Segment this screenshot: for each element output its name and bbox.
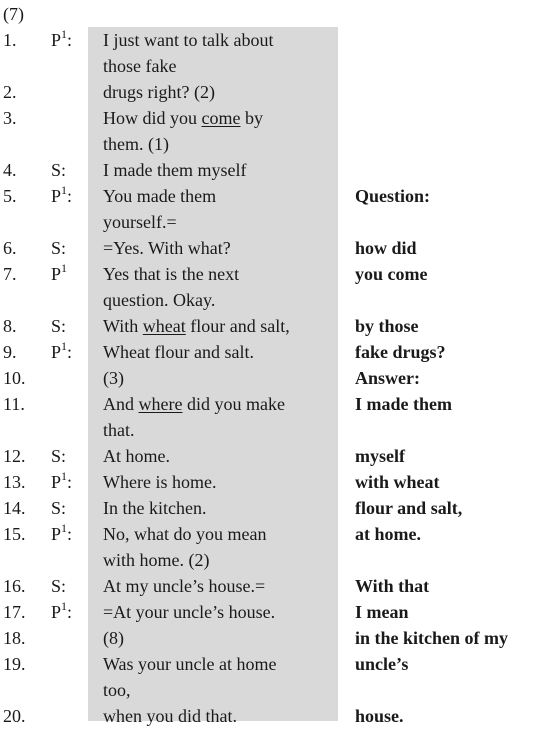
transcript-row <box>0 235 533 261</box>
line-number: 15. <box>3 524 26 544</box>
line-number: 10. <box>3 368 26 388</box>
speaker-label: $P^1$: <box>51 339 73 362</box>
line-number: 3. <box>3 108 17 128</box>
speaker-label: S: <box>51 160 67 180</box>
gloss-text: uncle’s <box>355 654 409 674</box>
utterance-text: In the kitchen. <box>103 498 207 518</box>
gloss-text: by those <box>355 316 419 336</box>
transcript-row <box>0 521 533 573</box>
speaker-label: S: <box>51 498 67 518</box>
line-number: 1. <box>3 30 17 50</box>
gloss-text: Answer: <box>355 368 420 388</box>
line-number: 19. <box>3 654 26 674</box>
utterance-text: At my uncle’s house.= <box>103 576 266 596</box>
speaker-label: $P^1$: <box>51 183 73 206</box>
line-number: 2. <box>3 82 17 102</box>
utterance-text: =Yes. With what? <box>103 238 231 258</box>
gloss-text: I made them <box>355 394 452 414</box>
transcript-row <box>0 599 533 625</box>
speaker-label: $P^1$: <box>51 599 73 622</box>
transcript-row <box>0 573 533 599</box>
line-number: 6. <box>3 238 17 258</box>
transcript-row <box>0 313 533 339</box>
speaker-label: S: <box>51 446 67 466</box>
speaker-label: S: <box>51 238 67 258</box>
transcript-row <box>0 339 533 365</box>
transcript-row <box>0 105 533 157</box>
utterance-text: Wheat flour and salt. <box>103 342 254 362</box>
transcript-row <box>0 391 533 443</box>
gloss-text: with wheat <box>355 472 440 492</box>
line-number: 12. <box>3 446 26 466</box>
transcript-row <box>0 651 533 703</box>
transcript-row <box>0 79 533 105</box>
utterance-text: At home. <box>103 446 170 466</box>
line-number: 7. <box>3 264 17 284</box>
utterance-text: With wheat flour and salt, <box>103 316 290 336</box>
speaker-label: $P^1$: <box>51 521 73 544</box>
utterance-text: You made them yourself.= <box>103 186 217 232</box>
speaker-label: S: <box>51 316 67 336</box>
gloss-text: myself <box>355 446 405 466</box>
line-number: 5. <box>3 186 17 206</box>
line-number: 11. <box>3 394 25 414</box>
line-number: 8. <box>3 316 17 336</box>
utterance-text: drugs right? (2) <box>103 82 215 102</box>
gloss-text: you come <box>355 264 428 284</box>
utterance-text: And where did you make that. <box>103 394 285 440</box>
speaker-label: S: <box>51 576 67 596</box>
gloss-text: With that <box>355 576 430 596</box>
transcript-row <box>0 157 533 183</box>
gloss-text: house. <box>355 706 404 726</box>
transcript-row <box>0 625 533 651</box>
utterance-text: No, what do you mean with home. (2) <box>103 524 267 570</box>
utterance-text: I just want to talk about those fake <box>103 30 274 76</box>
gloss-text: how did <box>355 238 417 258</box>
transcript-row <box>0 261 533 313</box>
transcript-row <box>0 495 533 521</box>
transcript-row <box>0 183 533 235</box>
gloss-text: at home. <box>355 524 421 544</box>
gloss-text: fake drugs? <box>355 342 446 362</box>
utterance-text: How did you come by them. (1) <box>103 108 263 154</box>
utterance-text: when you did that. <box>103 706 237 726</box>
line-number: 13. <box>3 472 26 492</box>
utterance-text: Where is home. <box>103 472 217 492</box>
speaker-label: $P^1$: <box>51 27 73 50</box>
transcript-row <box>0 443 533 469</box>
line-number: 20. <box>3 706 26 726</box>
gloss-text: in the kitchen of my <box>355 628 508 648</box>
transcript-table <box>0 27 533 729</box>
utterance-text: Was your uncle at home too, <box>103 654 277 700</box>
transcript-row <box>0 469 533 495</box>
transcript-row <box>0 27 533 79</box>
line-number: 4. <box>3 160 17 180</box>
line-number: 16. <box>3 576 26 596</box>
utterance-text: I made them myself <box>103 160 247 180</box>
line-number: 14. <box>3 498 26 518</box>
gloss-text: flour and salt, <box>355 498 463 518</box>
speaker-label: $P^1$: <box>51 469 73 492</box>
example-number: (7) <box>3 4 24 24</box>
line-number: 18. <box>3 628 26 648</box>
transcript-row <box>0 703 533 729</box>
gloss-text: I mean <box>355 602 409 622</box>
utterance-text: Yes that is the next question. Okay. <box>103 264 240 310</box>
transcript-row <box>0 365 533 391</box>
utterance-text: =At your uncle’s house. <box>103 602 276 622</box>
utterance-text: (8) <box>103 628 124 648</box>
speaker-label: $P^1$ <box>51 261 68 284</box>
gloss-text: Question: <box>355 186 431 206</box>
line-number: 9. <box>3 342 17 362</box>
line-number: 17. <box>3 602 26 622</box>
utterance-text: (3) <box>103 368 124 388</box>
